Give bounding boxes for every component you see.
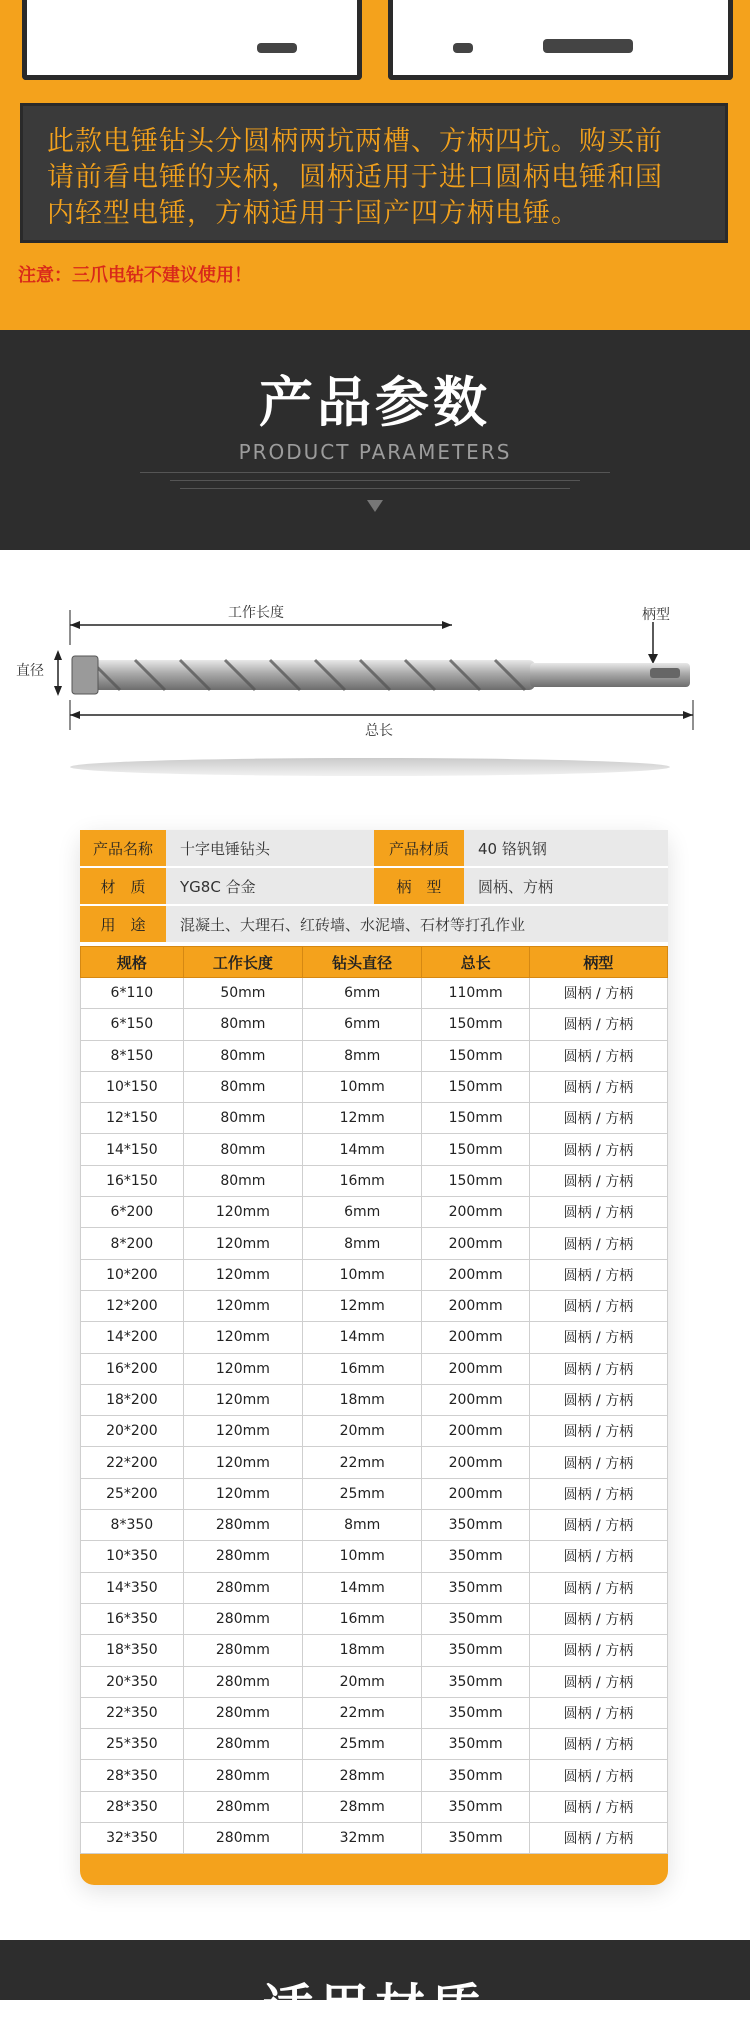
table-cell: 圆柄 / 方柄 (529, 1134, 667, 1165)
table-cell: 200mm (422, 1197, 530, 1228)
table-cell: 12mm (303, 1290, 422, 1321)
arrow-right-icon (442, 621, 452, 629)
table-row (81, 1666, 668, 1697)
table-cell: 120mm (183, 1384, 302, 1415)
spec-table (80, 946, 668, 1854)
table-cell: 16*200 (81, 1353, 184, 1384)
table-cell: 圆柄 / 方柄 (529, 1666, 667, 1697)
info-label: 用 途 (80, 906, 166, 942)
table-cell: 圆柄 / 方柄 (529, 1729, 667, 1760)
table-cell: 280mm (183, 1635, 302, 1666)
table-cell: 25mm (303, 1729, 422, 1760)
table-cell: 350mm (422, 1791, 530, 1822)
table-cell: 圆柄 / 方柄 (529, 978, 667, 1009)
table-cell: 350mm (422, 1603, 530, 1634)
product-image-frame-right (388, 0, 733, 80)
table-row (81, 1290, 668, 1321)
table-cell: 50mm (183, 978, 302, 1009)
table-cell: 圆柄 / 方柄 (529, 1103, 667, 1134)
table-cell: 6*110 (81, 978, 184, 1009)
table-cell: 16mm (303, 1603, 422, 1634)
table-cell: 16mm (303, 1165, 422, 1196)
info-label: 产品名称 (80, 830, 166, 866)
table-cell: 10mm (303, 1541, 422, 1572)
table-cell: 80mm (183, 1071, 302, 1102)
table-cell: 32mm (303, 1823, 422, 1854)
table-cell: 圆柄 / 方柄 (529, 1541, 667, 1572)
table-cell: 280mm (183, 1760, 302, 1791)
table-cell: 圆柄 / 方柄 (529, 1165, 667, 1196)
table-cell: 8*150 (81, 1040, 184, 1071)
table-cell: 120mm (183, 1478, 302, 1509)
table-cell: 350mm (422, 1823, 530, 1854)
drill-bit-illustration (0, 550, 750, 800)
table-cell: 350mm (422, 1666, 530, 1697)
table-cell: 32*350 (81, 1823, 184, 1854)
table-cell: 圆柄 / 方柄 (529, 1197, 667, 1228)
table-cell: 80mm (183, 1040, 302, 1071)
bit-tip (72, 656, 98, 694)
info-value: 混凝土、大理石、红砖墙、水泥墙、石材等打孔作业 (166, 906, 668, 942)
table-cell: 150mm (422, 1134, 530, 1165)
table-cell: 280mm (183, 1791, 302, 1822)
table-cell: 350mm (422, 1510, 530, 1541)
table-cell: 28*350 (81, 1791, 184, 1822)
table-cell: 150mm (422, 1071, 530, 1102)
table-cell: 200mm (422, 1447, 530, 1478)
section-subtitle: PRODUCT PARAMETERS (238, 440, 512, 464)
divider (140, 472, 610, 473)
table-cell: 圆柄 / 方柄 (529, 1009, 667, 1040)
arrow-right-icon (683, 711, 693, 719)
product-image-right-part (453, 43, 473, 53)
table-cell: 28mm (303, 1791, 422, 1822)
table-cell: 圆柄 / 方柄 (529, 1823, 667, 1854)
table-cell: 120mm (183, 1228, 302, 1259)
table-cell: 12*150 (81, 1103, 184, 1134)
table-cell: 10mm (303, 1259, 422, 1290)
column-header: 柄型 (529, 947, 667, 978)
arrow-left-icon (70, 621, 80, 629)
table-cell: 6*200 (81, 1197, 184, 1228)
table-cell: 圆柄 / 方柄 (529, 1290, 667, 1321)
table-cell: 6mm (303, 978, 422, 1009)
table-cell: 12mm (303, 1103, 422, 1134)
arrow-down-icon (54, 686, 62, 696)
table-cell: 150mm (422, 1165, 530, 1196)
table-cell: 20*200 (81, 1416, 184, 1447)
table-cell: 280mm (183, 1729, 302, 1760)
table-row (81, 1040, 668, 1071)
table-cell: 120mm (183, 1322, 302, 1353)
table-cell: 200mm (422, 1353, 530, 1384)
table-cell: 25mm (303, 1478, 422, 1509)
table-cell: 圆柄 / 方柄 (529, 1071, 667, 1102)
table-cell: 200mm (422, 1290, 530, 1321)
table-cell: 350mm (422, 1541, 530, 1572)
notice-line: 内轻型电锤，方柄适用于国产四方柄电锤。 (47, 198, 579, 229)
column-header: 总长 (422, 947, 530, 978)
table-cell: 200mm (422, 1259, 530, 1290)
table-row (81, 1134, 668, 1165)
table-cell: 圆柄 / 方柄 (529, 1259, 667, 1290)
table-cell: 200mm (422, 1228, 530, 1259)
table-cell: 150mm (422, 1009, 530, 1040)
table-cell: 圆柄 / 方柄 (529, 1760, 667, 1791)
info-value: 十字电锤钻头 (166, 830, 374, 866)
bit-shadow (70, 758, 670, 776)
info-label: 柄 型 (374, 868, 464, 904)
table-cell: 圆柄 / 方柄 (529, 1384, 667, 1415)
table-cell: 350mm (422, 1760, 530, 1791)
product-image-frame-left (22, 0, 362, 80)
table-cell: 圆柄 / 方柄 (529, 1447, 667, 1478)
product-image-right-body (543, 39, 633, 53)
table-cell: 6mm (303, 1009, 422, 1040)
table-cell: 圆柄 / 方柄 (529, 1228, 667, 1259)
table-cell: 18mm (303, 1635, 422, 1666)
table-cell: 10mm (303, 1071, 422, 1102)
table-cell: 110mm (422, 978, 530, 1009)
table-body (81, 978, 668, 1854)
table-cell: 圆柄 / 方柄 (529, 1478, 667, 1509)
divider (180, 488, 570, 489)
table-cell: 28mm (303, 1760, 422, 1791)
table-row (81, 1228, 668, 1259)
table-row (81, 1791, 668, 1822)
table-cell: 350mm (422, 1635, 530, 1666)
product-image-left (257, 43, 297, 53)
shank-slot (650, 668, 680, 678)
table-cell: 280mm (183, 1510, 302, 1541)
table-cell: 280mm (183, 1697, 302, 1728)
column-header: 钻头直径 (303, 947, 422, 978)
table-row (81, 1353, 668, 1384)
table-header-row (81, 947, 668, 978)
section-title: 产品参数 (259, 371, 491, 434)
table-cell: 200mm (422, 1384, 530, 1415)
table-cell: 10*200 (81, 1259, 184, 1290)
table-cell: 280mm (183, 1572, 302, 1603)
table-cell: 22mm (303, 1447, 422, 1478)
table-cell: 200mm (422, 1416, 530, 1447)
table-cell: 8mm (303, 1510, 422, 1541)
table-cell: 圆柄 / 方柄 (529, 1040, 667, 1071)
notice-line: 请前看电锤的夹柄，圆柄适用于进口圆柄电锤和国 (47, 162, 663, 193)
table-row (81, 1635, 668, 1666)
table-cell: 150mm (422, 1040, 530, 1071)
table-cell: 8*350 (81, 1510, 184, 1541)
table-cell: 6*150 (81, 1009, 184, 1040)
table-cell: 8*200 (81, 1228, 184, 1259)
table-cell: 14mm (303, 1572, 422, 1603)
info-value: 圆柄、方柄 (464, 868, 668, 904)
table-cell: 280mm (183, 1823, 302, 1854)
applicable-materials-header (0, 1940, 750, 2037)
table-cell: 圆柄 / 方柄 (529, 1510, 667, 1541)
table-cell: 22*350 (81, 1697, 184, 1728)
table-cell: 120mm (183, 1353, 302, 1384)
table-cell: 20mm (303, 1666, 422, 1697)
table-row (81, 1729, 668, 1760)
table-row (81, 1541, 668, 1572)
shank-type-label: 柄型 (642, 607, 670, 623)
table-cell: 80mm (183, 1165, 302, 1196)
table-row (81, 1416, 668, 1447)
table-cell: 16*150 (81, 1165, 184, 1196)
notice-text (47, 124, 715, 232)
table-cell: 18*350 (81, 1635, 184, 1666)
info-label: 材 质 (80, 868, 166, 904)
arrow-left-icon (70, 711, 80, 719)
info-label: 产品材质 (374, 830, 464, 866)
table-row (81, 1572, 668, 1603)
table-cell: 28*350 (81, 1760, 184, 1791)
table-row (81, 1322, 668, 1353)
table-row (81, 1103, 668, 1134)
table-cell: 圆柄 / 方柄 (529, 1572, 667, 1603)
warning-text: 注意：三爪电钻不建议使用！ (18, 265, 252, 286)
table-cell: 16*350 (81, 1603, 184, 1634)
table-cell: 200mm (422, 1322, 530, 1353)
total-length-label: 总长 (365, 723, 393, 739)
table-cell: 280mm (183, 1666, 302, 1697)
info-value: 40 铬钒钢 (464, 830, 668, 866)
parameters-header (0, 330, 750, 550)
table-cell: 圆柄 / 方柄 (529, 1791, 667, 1822)
table-cell: 6mm (303, 1197, 422, 1228)
table-row (81, 1165, 668, 1196)
table-cell: 120mm (183, 1197, 302, 1228)
info-row (80, 868, 668, 906)
table-cell: 14mm (303, 1134, 422, 1165)
diameter-label: 直径 (16, 663, 44, 679)
table-cell: 350mm (422, 1729, 530, 1760)
table-cell: 120mm (183, 1416, 302, 1447)
product-info (80, 830, 668, 944)
table-cell: 圆柄 / 方柄 (529, 1322, 667, 1353)
notice-line: 此款电锤钻头分圆柄两坑两槽、方柄四坑。购买前 (47, 126, 663, 157)
table-cell: 22*200 (81, 1447, 184, 1478)
table-cell: 350mm (422, 1572, 530, 1603)
down-arrow-icon (367, 500, 383, 512)
notice-section (0, 0, 750, 330)
column-header: 工作长度 (183, 947, 302, 978)
table-row (81, 1197, 668, 1228)
table-row (81, 1478, 668, 1509)
arrow-down-icon (648, 654, 658, 664)
section-title: 适用材质 (263, 1979, 487, 2037)
table-cell: 20*350 (81, 1666, 184, 1697)
info-row (80, 906, 668, 944)
table-row (81, 1071, 668, 1102)
table-cell: 圆柄 / 方柄 (529, 1603, 667, 1634)
table-row (81, 1447, 668, 1478)
table-row (81, 1510, 668, 1541)
column-header: 规格 (81, 947, 184, 978)
arrow-up-icon (54, 650, 62, 660)
table-cell: 8mm (303, 1040, 422, 1071)
table-cell: 14*200 (81, 1322, 184, 1353)
table-cell: 12*200 (81, 1290, 184, 1321)
table-row (81, 978, 668, 1009)
table-cell: 14*350 (81, 1572, 184, 1603)
table-cell: 120mm (183, 1259, 302, 1290)
table-row (81, 1259, 668, 1290)
table-cell: 18mm (303, 1384, 422, 1415)
table-cell: 10*350 (81, 1541, 184, 1572)
info-row (80, 830, 668, 868)
working-length-label: 工作长度 (228, 605, 284, 621)
table-cell: 280mm (183, 1603, 302, 1634)
table-cell: 20mm (303, 1416, 422, 1447)
divider (170, 480, 580, 481)
table-cell: 圆柄 / 方柄 (529, 1416, 667, 1447)
table-cell: 18*200 (81, 1384, 184, 1415)
table-cell: 25*200 (81, 1478, 184, 1509)
table-row (81, 1823, 668, 1854)
table-cell: 圆柄 / 方柄 (529, 1353, 667, 1384)
table-cell: 80mm (183, 1134, 302, 1165)
table-cell: 14mm (303, 1322, 422, 1353)
table-cell: 80mm (183, 1103, 302, 1134)
table-cell: 16mm (303, 1353, 422, 1384)
table-cell: 22mm (303, 1697, 422, 1728)
table-cell: 280mm (183, 1541, 302, 1572)
table-row (81, 1009, 668, 1040)
table-cell: 8mm (303, 1228, 422, 1259)
table-cell: 10*150 (81, 1071, 184, 1102)
drill-bit-diagram (0, 550, 750, 800)
table-cell: 圆柄 / 方柄 (529, 1697, 667, 1728)
table-cell: 200mm (422, 1478, 530, 1509)
table-cell: 120mm (183, 1447, 302, 1478)
table-cell: 14*150 (81, 1134, 184, 1165)
table-cell: 350mm (422, 1697, 530, 1728)
table-cell: 80mm (183, 1009, 302, 1040)
table-cell: 120mm (183, 1290, 302, 1321)
info-value: YG8C 合金 (166, 868, 374, 904)
table-row (81, 1603, 668, 1634)
table-row (81, 1760, 668, 1791)
table-cell: 25*350 (81, 1729, 184, 1760)
notice-box (20, 103, 728, 243)
table-row (81, 1697, 668, 1728)
table-row (81, 1384, 668, 1415)
table-cell: 圆柄 / 方柄 (529, 1635, 667, 1666)
table-cell: 150mm (422, 1103, 530, 1134)
